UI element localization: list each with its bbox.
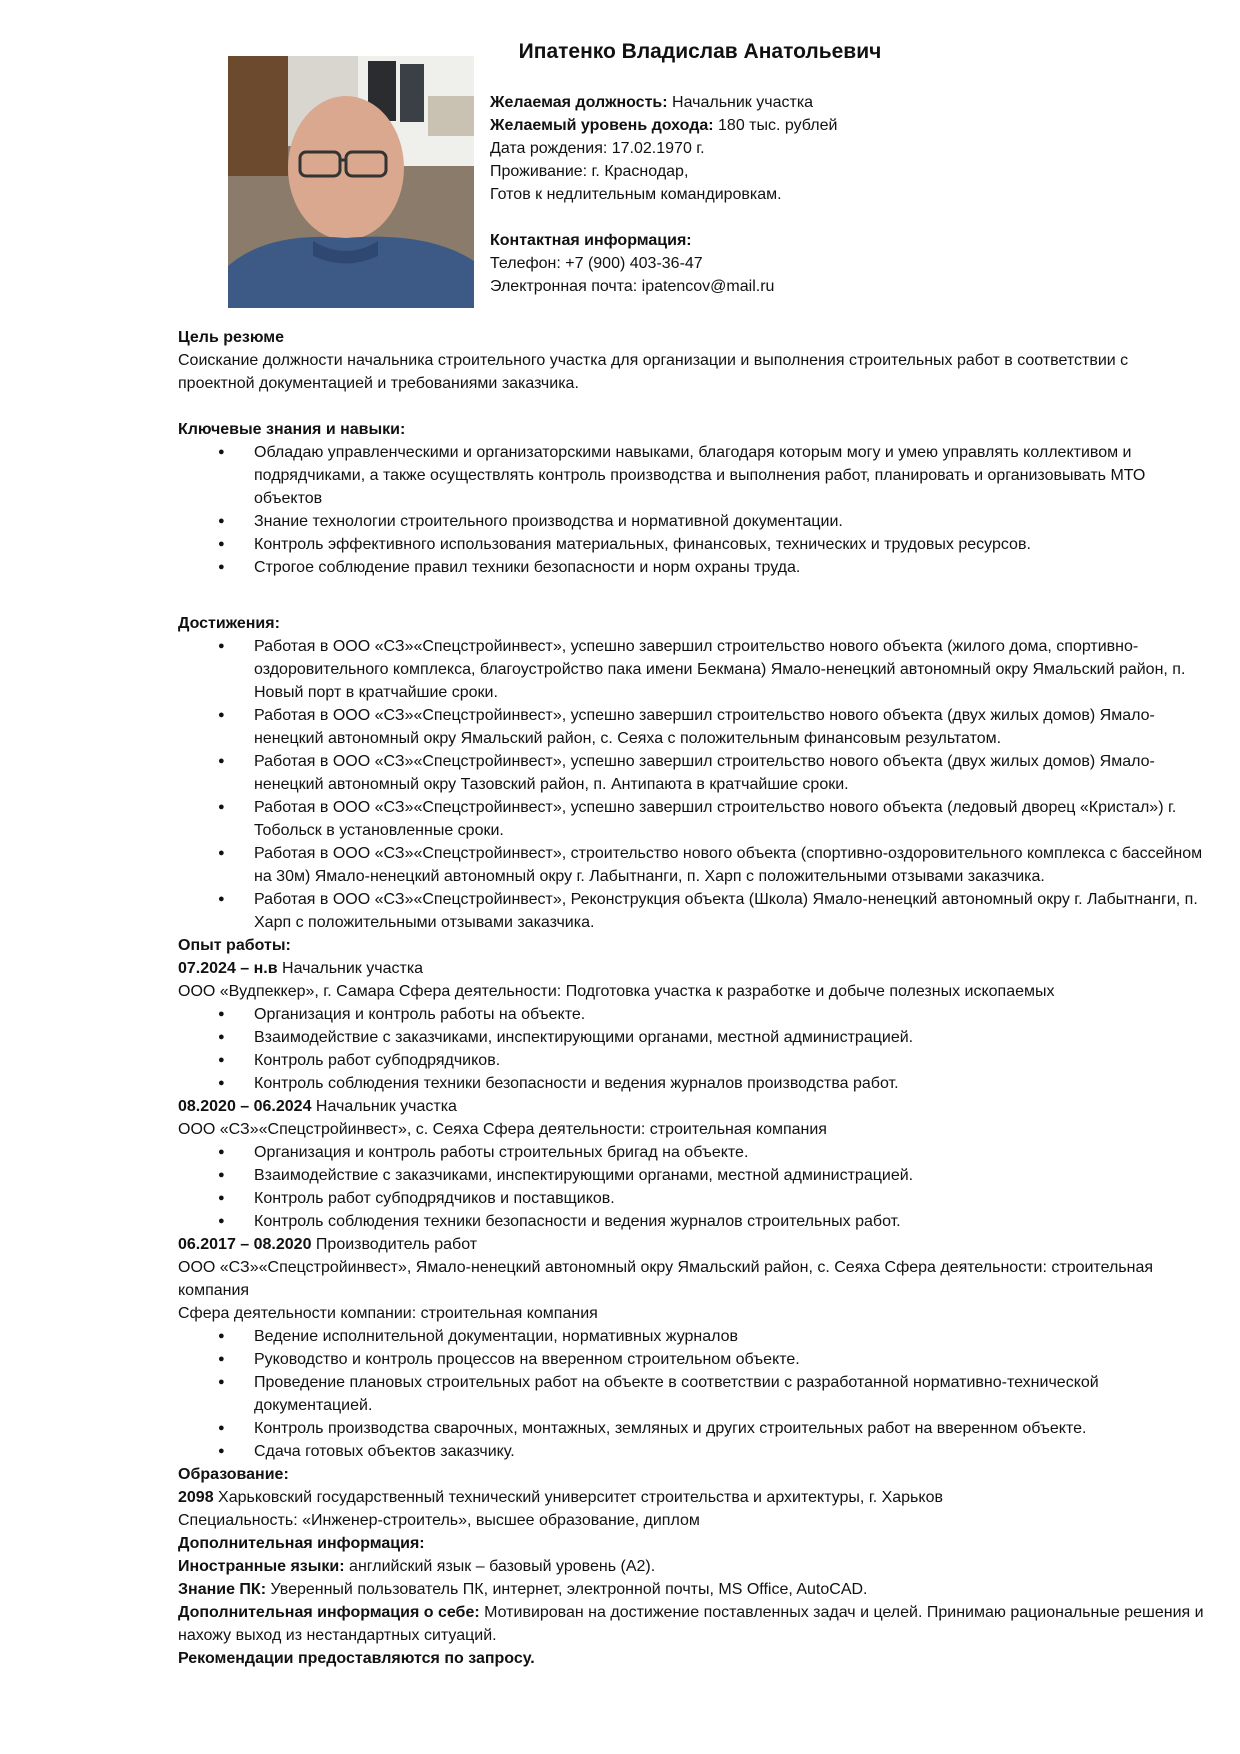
list-item: ● Проведение плановых строительных работ на объекте в соответствии с разработанной нормативно-технической документацией. xyxy=(178,1371,1208,1417)
job-header: 07.2024 – н.в Начальник участка xyxy=(178,960,424,977)
contacts-heading: Контактная информация: xyxy=(490,232,692,249)
job-duties xyxy=(178,1003,1208,1095)
residence: Проживание: г. Краснодар, xyxy=(490,163,689,180)
list-item: ● Контроль производства сварочных, монтажных, земляных и других строительных работ на вверенном объекте. xyxy=(178,1417,1208,1440)
list-item: ● Работая в ООО «СЗ»«Спецстройинвест», успешно завершил строительство нового объекта (двух жилых домов) Ямало-ненецкий автономный окру Ямальский район, с. Сеяха с положительным финансовым результатом. xyxy=(178,704,1208,750)
job-company: ООО «СЗ»«Спецстройинвест», с. Сеяха Сфера деятельности: строительная компания xyxy=(178,1121,827,1138)
achievements-list xyxy=(178,635,1208,934)
list-item: ● Контроль работ субподрядчиков и поставщиков. xyxy=(178,1187,1208,1210)
travel-readiness: Готов к недлительным командировкам. xyxy=(490,186,782,203)
list-item: ● Знание технологии строительного производства и нормативной документации. xyxy=(178,510,1208,533)
candidate-name: Ипатенко Владислав Анатольевич xyxy=(518,40,882,63)
list-item: ● Контроль соблюдения техники безопасности и ведения журналов строительных работ. xyxy=(178,1210,1208,1233)
birth-date: Дата рождения: 17.02.1970 г. xyxy=(490,140,705,157)
list-item: ● Организация и контроль работы на объекте. xyxy=(178,1003,1208,1026)
list-item: ● Контроль работ субподрядчиков. xyxy=(178,1049,1208,1072)
references-note: Рекомендации предоставляются по запросу. xyxy=(178,1650,535,1667)
list-item: ● Сдача готовых объектов заказчику. xyxy=(178,1440,1208,1463)
skills-heading: Ключевые знания и навыки: xyxy=(178,421,406,438)
job-company: ООО «СЗ»«Спецстройинвест», Ямало-ненецкий автономный окру Ямальский район, с. Сеяха Сфера деятельности: строительная компания xyxy=(178,1259,1154,1299)
experience-heading: Опыт работы: xyxy=(178,937,291,954)
list-item: ● Работая в ООО «СЗ»«Спецстройинвест», успешно завершил строительство нового объекта (двух жилых домов) Ямало-ненецкий автономный окру Тазовский район, п. Антипаюта в кратчайшие сроки. xyxy=(178,750,1208,796)
achievements-heading: Достижения: xyxy=(178,615,280,632)
job-entry xyxy=(178,1095,1208,1233)
resume-body xyxy=(178,326,1208,1670)
list-item: ● Работая в ООО «СЗ»«Спецстройинвест», успешно завершил строительство нового объекта (ледовый дворец «Кристал») г. Тобольск в установленные сроки. xyxy=(178,796,1208,842)
about-self: Дополнительная информация о себе: Мотивирован на достижение поставленных задач и целей. Принимаю рациональные решения и нахожу выход из нестандартных ситуаций. xyxy=(178,1604,1204,1644)
list-item: ● Работая в ООО «СЗ»«Спецстройинвест», строительство нового объекта (спортивно-оздоровительного комплекса с бассейном на 30м) Ямало-ненецкий автономный окру г. Лабытнанги, п. Харп с положительными отзывами заказчика. xyxy=(178,842,1208,888)
list-item: ● Обладаю управленческими и организаторскими навыками, благодаря которым могу и умею управлять коллективом и подрядчиками, а также осуществлять контроль производства и выполнения работ, планировать и организовывать МТО объектов xyxy=(178,441,1208,510)
desired-income: Желаемый уровень дохода: 180 тыс. рублей xyxy=(490,117,838,134)
list-item: ● Работая в ООО «СЗ»«Спецстройинвест», успешно завершил строительство нового объекта (жилого дома, спортивно-оздоровительного комплекса, благоустройство пака имени Бекмана) Ямало-ненецкий автономный окру Ямальский район, п. Новый порт в кратчайшие сроки. xyxy=(178,635,1208,704)
profile-photo xyxy=(228,56,474,308)
job-duties xyxy=(178,1325,1208,1463)
job-sphere: Сфера деятельности компании: строительная компания xyxy=(178,1305,598,1322)
list-item: ● Организация и контроль работы строительных бригад на объекте. xyxy=(178,1141,1208,1164)
list-item: ● Взаимодействие с заказчиками, инспектирующими органами, местной администрацией. xyxy=(178,1164,1208,1187)
job-header: 08.2020 – 06.2024 Начальник участка xyxy=(178,1098,457,1115)
list-item: ● Строгое соблюдение правил техники безопасности и норм охраны труда. xyxy=(178,556,1208,579)
goal-text: Соискание должности начальника строительного участка для организации и выполнения строительных работ в соответствии с проектной документацией и требованиями заказчика. xyxy=(178,352,1129,392)
education-heading: Образование: xyxy=(178,1466,289,1483)
list-item: ● Контроль соблюдения техники безопасности и ведения журналов производства работ. xyxy=(178,1072,1208,1095)
list-item: ● Ведение исполнительной документации, нормативных журналов xyxy=(178,1325,1208,1348)
email[interactable]: Электронная почта: ipatencov@mail.ru xyxy=(490,278,775,295)
additional-heading: Дополнительная информация: xyxy=(178,1535,425,1552)
skills-list xyxy=(178,441,1208,579)
job-entry xyxy=(178,1233,1208,1463)
list-item: ● Руководство и контроль процессов на вверенном строительном объекте. xyxy=(178,1348,1208,1371)
job-entry xyxy=(178,957,1208,1095)
header-info xyxy=(490,91,1170,298)
goal-heading: Цель резюме xyxy=(178,329,285,346)
education-institution: 2098 Харьковский государственный технический университет строительства и архитектуры, г. Харьков xyxy=(178,1489,943,1506)
education-specialty: Специальность: «Инженер-строитель», высшее образование, диплом xyxy=(178,1512,700,1529)
job-company: ООО «Вудпеккер», г. Самара Сфера деятельности: Подготовка участка к разработке и добыче полезных ископаемых xyxy=(178,983,1055,1000)
phone: Телефон: +7 (900) 403-36-47 xyxy=(490,255,703,272)
desired-position: Желаемая должность: Начальник участка xyxy=(490,94,814,111)
pc-skills: Знание ПК: Уверенный пользователь ПК, интернет, электронной почты, MS Office, AutoCAD. xyxy=(178,1581,868,1598)
list-item: ● Взаимодействие с заказчиками, инспектирующими органами, местной администрацией. xyxy=(178,1026,1208,1049)
list-item: ● Контроль эффективного использования материальных, финансовых, технических и трудовых ресурсов. xyxy=(178,533,1208,556)
job-duties xyxy=(178,1141,1208,1233)
list-item: ● Работая в ООО «СЗ»«Спецстройинвест», Реконструкция объекта (Школа) Ямало-ненецкий автономный окру г. Лабытнанги, п. Харп с положительными отзывами заказчика. xyxy=(178,888,1208,934)
languages: Иностранные языки: английский язык – базовый уровень (А2). xyxy=(178,1558,656,1575)
job-header: 06.2017 – 08.2020 Производитель работ xyxy=(178,1236,478,1253)
